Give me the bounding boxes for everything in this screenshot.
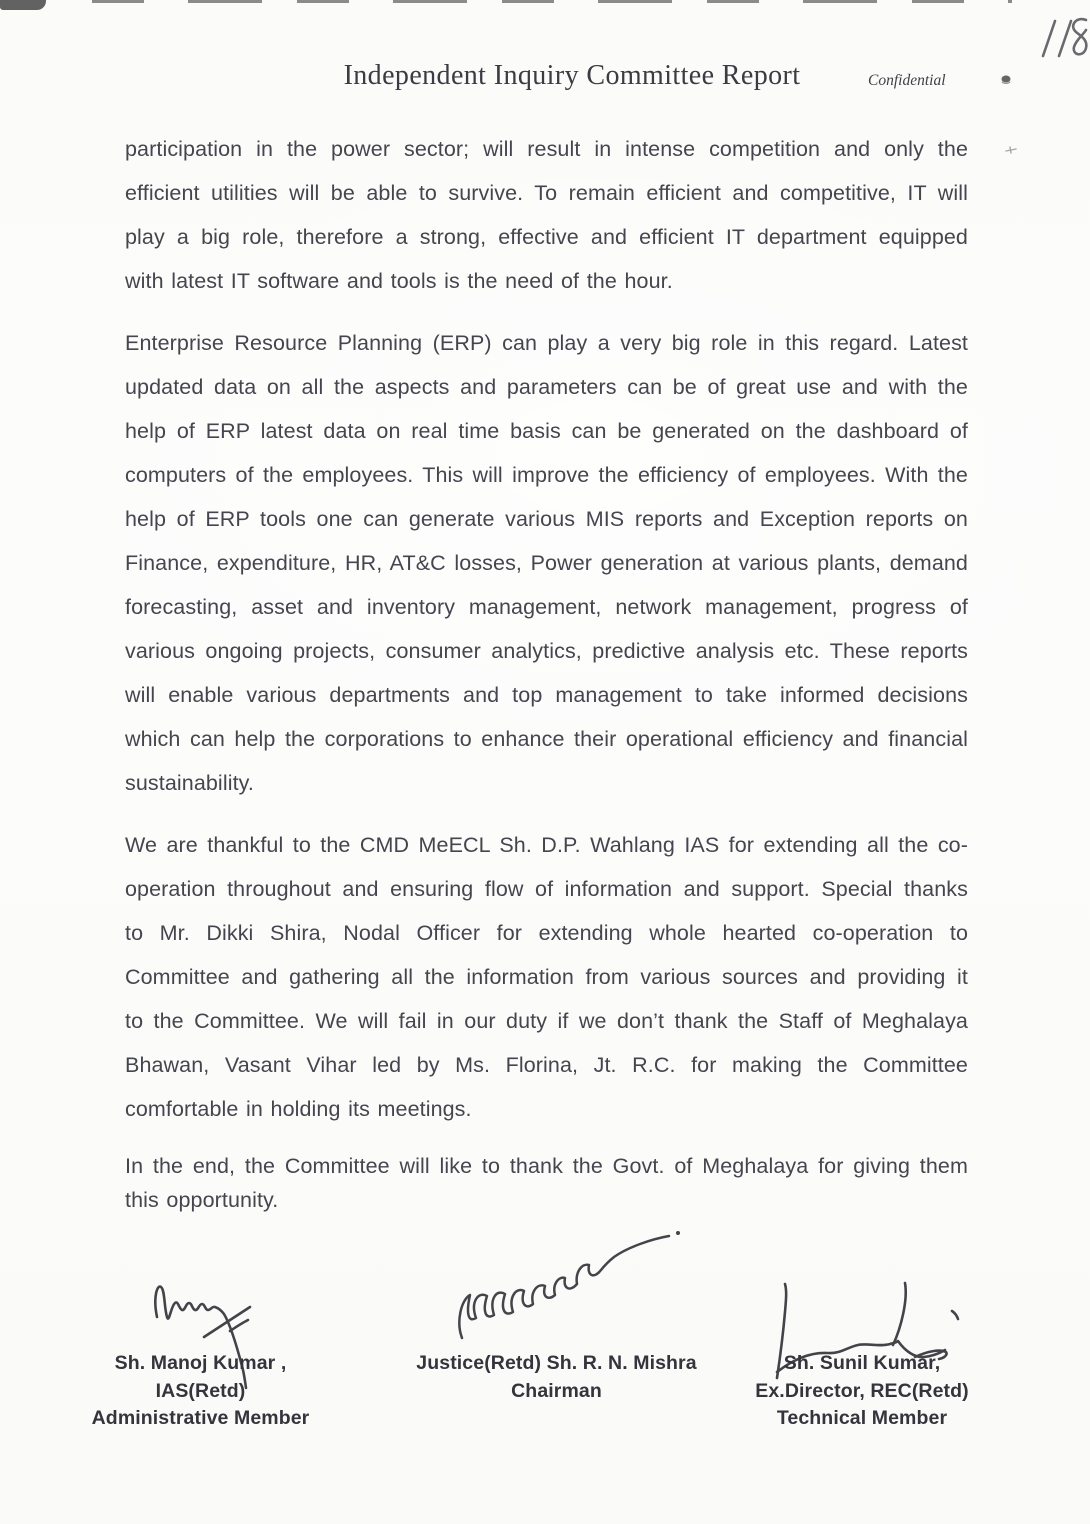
text-line: with latest IT software and tools is the need of the hour. [125, 269, 673, 293]
text-line: We are thankful to the CMD MeECL Sh. D.P. Wahlang IAS for extending all the co- [125, 833, 968, 857]
text-line: Finance, expenditure, HR, AT&C losses, Power generation at various plants, demand [125, 551, 968, 575]
paragraph-1 [125, 127, 968, 303]
signature-rn-mishra [459, 1231, 680, 1338]
text-line: Committee and gathering all the information from various sources and providing it [125, 965, 968, 989]
text-line: Bhawan, Vasant Vihar led by Ms. Florina, Jt. R.C. for making the Committee [125, 1053, 968, 1077]
text-line: Ex.Director, REC(Retd) [755, 1379, 969, 1402]
text-line: efficient utilities will be able to survive. To remain efficient and competitive, IT will [125, 181, 968, 205]
paragraph-2 [125, 321, 968, 805]
confidential-marking: Confidential [868, 72, 946, 89]
text-line: help of ERP tools one can generate various MIS reports and Exception reports on [125, 507, 968, 531]
text-line: forecasting, asset and inventory management, network management, progress of [125, 595, 968, 619]
text-line: help of ERP latest data on real time basis can be generated on the dashboard of [125, 419, 968, 443]
text-line: comfortable in holding its meetings. [125, 1097, 472, 1121]
text-line: sustainability. [125, 771, 254, 795]
text-line: Sh. Sunil Kumar, [783, 1352, 941, 1374]
text-line: Chairman [511, 1379, 602, 1402]
paragraph-4 [125, 1149, 968, 1217]
text-line: In the end, the Committee will like to thank the Govt. of Meghalaya for giving them [125, 1154, 968, 1178]
scan-edge-artifact-blob [0, 0, 46, 10]
text-line: participation in the power sector; will result in intense competition and only the [125, 137, 968, 161]
text-line: Sh. Manoj Kumar , [114, 1352, 287, 1374]
signatory-technical-member [738, 1350, 986, 1433]
text-line: various ongoing projects, consumer analytics, predictive analysis etc. These reports [125, 639, 968, 663]
paragraph-3 [125, 823, 968, 1131]
text-line: to Mr. Dikki Shira, Nodal Officer for extending whole hearted co-operation to [125, 921, 968, 945]
text-line: IAS(Retd) [155, 1379, 246, 1402]
text-line: Administrative Member [91, 1407, 310, 1429]
text-line: Enterprise Resource Planning (ERP) can play a very big role in this regard. Latest [125, 331, 968, 355]
text-line: computers of the employees. This will improve the efficiency of employees. With the [125, 463, 968, 487]
text-line: play a big role, therefore a strong, effective and efficient IT department equipped [125, 225, 968, 249]
text-line: will enable various departments and top management to take informed decisions [125, 683, 968, 707]
page-title: Independent Inquiry Committee Report [343, 60, 801, 91]
text-line: this opportunity. [125, 1188, 279, 1212]
text-line: updated data on all the aspects and parameters can be of great use and with the [125, 375, 968, 399]
text-line: to the Committee. We will fail in our duty if we don’t thank the Staff of Meghalaya [125, 1009, 968, 1033]
signatory-chairman [413, 1350, 700, 1405]
handwritten-page-number [1043, 19, 1086, 56]
scan-edge-artifact-line [92, 0, 1012, 3]
text-line: which can help the corporations to enhance their operational efficiency and financial [125, 727, 968, 751]
ink-speck-small [1006, 147, 1016, 153]
text-line: Justice(Retd) Sh. R. N. Mishra [416, 1352, 697, 1374]
text-line: operation throughout and ensuring flow of information and support. Special thanks [125, 877, 968, 901]
signatory-administrative-member [78, 1350, 323, 1433]
text-line: Technical Member [776, 1407, 948, 1429]
document-body [125, 127, 968, 1235]
